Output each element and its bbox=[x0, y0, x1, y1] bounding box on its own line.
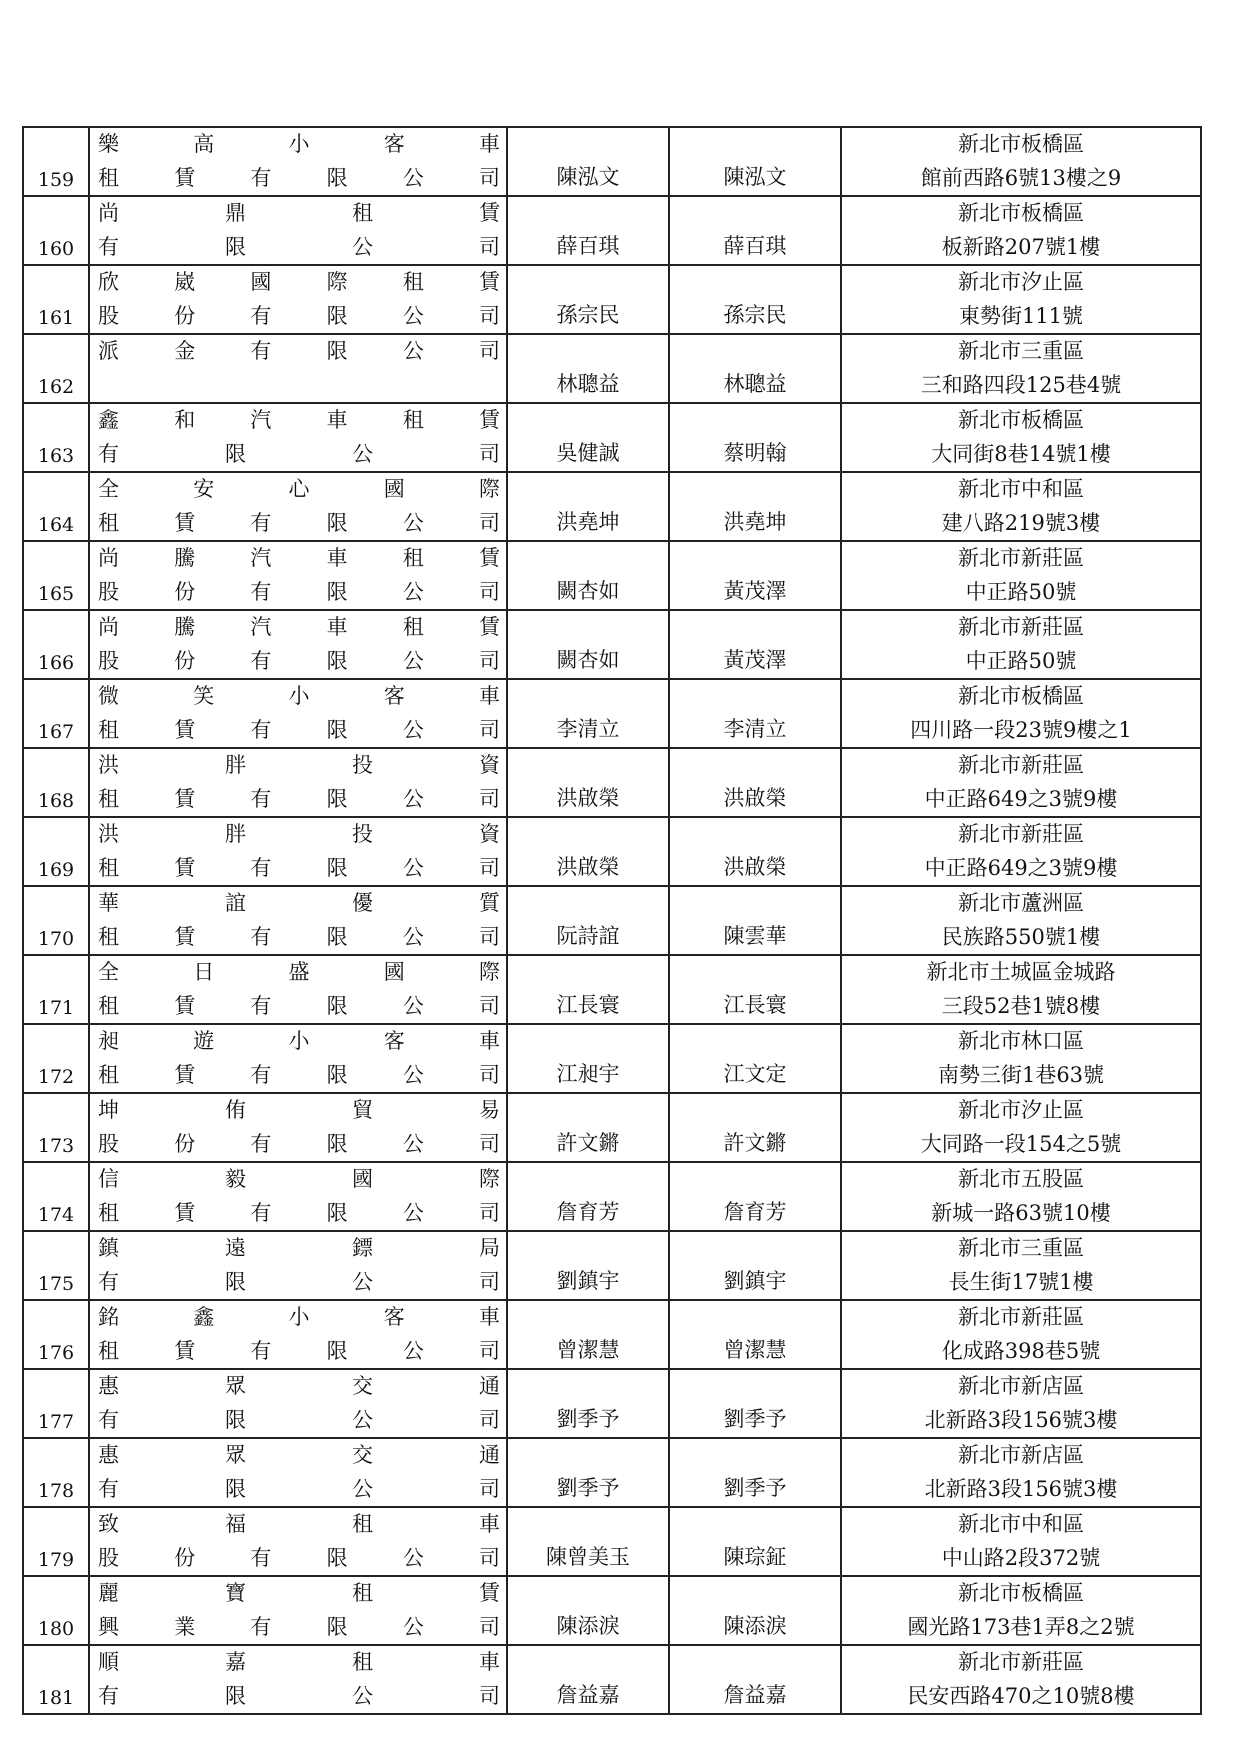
company-table-body bbox=[23, 127, 1201, 1714]
address-line1: 新北市汐止區 bbox=[958, 270, 1084, 294]
address-line2: 北新路3段156號3樓 bbox=[924, 1476, 1118, 1501]
company-name-name-line1: 鑫 和 汽 車 租 賃 bbox=[98, 408, 500, 432]
representative-cell: 詹益嘉 bbox=[507, 1645, 669, 1714]
company-name-cell bbox=[89, 196, 507, 265]
company-name-name-line2: 股 份 有 限 公 司 bbox=[98, 648, 500, 673]
address-line2: 國光路173巷1弄8之2號 bbox=[907, 1614, 1135, 1639]
address-cell bbox=[841, 334, 1201, 403]
address-line1: 新北市新莊區 bbox=[958, 753, 1084, 777]
manager-cell: 薛百琪 bbox=[669, 196, 841, 265]
address-line2: 中正路649之3號9樓 bbox=[924, 786, 1118, 811]
company-name-name-line1: 尚 鼎 租 賃 bbox=[98, 201, 500, 225]
address-line2: 板新路207號1樓 bbox=[941, 234, 1101, 259]
company-name-name-line1: 銘 鑫 小 客 車 bbox=[98, 1305, 500, 1329]
address-line1: 新北市新莊區 bbox=[958, 1650, 1084, 1674]
company-name-cell bbox=[89, 1024, 507, 1093]
company-name-name-line2: 租 賃 有 限 公 司 bbox=[98, 855, 500, 880]
table-row bbox=[23, 679, 1201, 748]
company-name-name-line1: 惠 眾 交 通 bbox=[98, 1374, 500, 1398]
row-number: 176 bbox=[23, 1300, 89, 1369]
address-cell bbox=[841, 1438, 1201, 1507]
manager-cell: 江文定 bbox=[669, 1024, 841, 1093]
company-name-name-line2: 股 份 有 限 公 司 bbox=[98, 1545, 500, 1570]
address-line1: 新北市板橋區 bbox=[958, 408, 1084, 432]
manager-cell: 黃茂澤 bbox=[669, 541, 841, 610]
address-line1: 新北市新莊區 bbox=[958, 822, 1084, 846]
manager-cell: 洪啟榮 bbox=[669, 817, 841, 886]
manager-cell: 李清立 bbox=[669, 679, 841, 748]
address-cell bbox=[841, 1507, 1201, 1576]
row-number: 166 bbox=[23, 610, 89, 679]
company-name-cell bbox=[89, 265, 507, 334]
address-cell bbox=[841, 817, 1201, 886]
manager-cell: 陳泓文 bbox=[669, 127, 841, 196]
row-number: 165 bbox=[23, 541, 89, 610]
company-table bbox=[22, 126, 1202, 1715]
address-line2: 化成路398巷5號 bbox=[941, 1338, 1101, 1363]
address-cell bbox=[841, 610, 1201, 679]
company-name-name-line1: 惠 眾 交 通 bbox=[98, 1443, 500, 1467]
address-line1: 新北市板橋區 bbox=[958, 1581, 1084, 1605]
address-line1: 新北市中和區 bbox=[958, 477, 1084, 501]
company-name-name-line1: 坤 侑 貿 易 bbox=[98, 1098, 500, 1122]
address-cell bbox=[841, 541, 1201, 610]
table-row bbox=[23, 541, 1201, 610]
address-line1: 新北市五股區 bbox=[958, 1167, 1084, 1191]
address-line2: 東勢街111號 bbox=[958, 303, 1084, 328]
address-cell bbox=[841, 1645, 1201, 1714]
address-line2: 三段52巷1號8樓 bbox=[941, 993, 1101, 1018]
table-row bbox=[23, 403, 1201, 472]
address-cell bbox=[841, 403, 1201, 472]
company-name-cell bbox=[89, 817, 507, 886]
company-name-name-line2: 有 限 公 司 bbox=[98, 1476, 500, 1501]
company-name-name-line2 bbox=[90, 369, 506, 403]
company-name-name-line2: 有 限 公 司 bbox=[98, 441, 500, 466]
company-name-name-line1: 派 金 有 限 公 司 bbox=[98, 339, 500, 363]
representative-cell: 孫宗民 bbox=[507, 265, 669, 334]
address-line2: 大同路一段154之5號 bbox=[920, 1131, 1122, 1156]
address-cell bbox=[841, 1300, 1201, 1369]
table-row bbox=[23, 748, 1201, 817]
company-name-cell bbox=[89, 1438, 507, 1507]
address-line1: 新北市土城區金城路 bbox=[926, 960, 1116, 984]
representative-cell: 陳泓文 bbox=[507, 127, 669, 196]
company-name-name-line1: 華 誼 優 質 bbox=[98, 891, 500, 915]
representative-cell: 劉鎮宇 bbox=[507, 1231, 669, 1300]
address-line2: 大同街8巷14號1樓 bbox=[931, 441, 1111, 466]
address-line1: 新北市新莊區 bbox=[958, 1305, 1084, 1329]
address-line2: 中山路2段372號 bbox=[941, 1545, 1101, 1570]
manager-cell: 陳琮鉦 bbox=[669, 1507, 841, 1576]
manager-cell: 陳添淚 bbox=[669, 1576, 841, 1645]
company-name-name-line2: 有 限 公 司 bbox=[98, 1269, 500, 1294]
company-name-cell bbox=[89, 1645, 507, 1714]
manager-cell: 林聰益 bbox=[669, 334, 841, 403]
row-number: 161 bbox=[23, 265, 89, 334]
table-row bbox=[23, 1576, 1201, 1645]
address-cell bbox=[841, 1093, 1201, 1162]
address-line2: 民安西路470之10號8樓 bbox=[907, 1683, 1135, 1708]
representative-cell: 陳曾美玉 bbox=[507, 1507, 669, 1576]
address-line2: 中正路649之3號9樓 bbox=[924, 855, 1118, 880]
table-row bbox=[23, 886, 1201, 955]
manager-cell: 劉季予 bbox=[669, 1369, 841, 1438]
table-row bbox=[23, 610, 1201, 679]
representative-cell: 江長寰 bbox=[507, 955, 669, 1024]
address-line1: 新北市板橋區 bbox=[958, 684, 1084, 708]
table-row bbox=[23, 1300, 1201, 1369]
representative-cell: 陳添淚 bbox=[507, 1576, 669, 1645]
row-number: 159 bbox=[23, 127, 89, 196]
company-name-name-line1: 洪 胖 投 資 bbox=[98, 753, 500, 777]
representative-cell: 李清立 bbox=[507, 679, 669, 748]
table-row bbox=[23, 127, 1201, 196]
address-line2: 四川路一段23號9樓之1 bbox=[910, 717, 1132, 742]
representative-cell: 洪啟榮 bbox=[507, 748, 669, 817]
company-name-cell bbox=[89, 1507, 507, 1576]
table-row bbox=[23, 1162, 1201, 1231]
company-name-name-line1: 全 安 心 國 際 bbox=[98, 477, 500, 501]
representative-cell: 闕杏如 bbox=[507, 541, 669, 610]
manager-cell: 洪啟榮 bbox=[669, 748, 841, 817]
address-cell bbox=[841, 265, 1201, 334]
table-row bbox=[23, 1369, 1201, 1438]
row-number: 181 bbox=[23, 1645, 89, 1714]
address-cell bbox=[841, 127, 1201, 196]
company-name-cell bbox=[89, 1576, 507, 1645]
address-line2: 建八路219號3樓 bbox=[941, 510, 1101, 535]
table-row bbox=[23, 334, 1201, 403]
address-line2: 三和路四段125巷4號 bbox=[920, 372, 1122, 397]
company-name-name-line1: 欣 崴 國 際 租 賃 bbox=[98, 270, 500, 294]
manager-cell: 詹育芳 bbox=[669, 1162, 841, 1231]
table-row bbox=[23, 1024, 1201, 1093]
company-name-cell bbox=[89, 1300, 507, 1369]
row-number: 178 bbox=[23, 1438, 89, 1507]
company-name-name-line2: 租 賃 有 限 公 司 bbox=[98, 786, 500, 811]
company-name-cell bbox=[89, 748, 507, 817]
company-name-name-line2: 租 賃 有 限 公 司 bbox=[98, 165, 500, 190]
manager-cell: 黃茂澤 bbox=[669, 610, 841, 679]
representative-cell: 許文鏘 bbox=[507, 1093, 669, 1162]
representative-cell: 劉季予 bbox=[507, 1438, 669, 1507]
address-line2: 新城一路63號10樓 bbox=[931, 1200, 1111, 1225]
company-name-name-line2: 租 賃 有 限 公 司 bbox=[98, 1200, 500, 1225]
company-name-name-line1: 樂 高 小 客 車 bbox=[98, 132, 500, 156]
address-line1: 新北市三重區 bbox=[958, 1236, 1084, 1260]
address-line1: 新北市三重區 bbox=[958, 339, 1084, 363]
company-name-name-line2: 股 份 有 限 公 司 bbox=[98, 1131, 500, 1156]
company-name-name-line1: 尚 騰 汽 車 租 賃 bbox=[98, 615, 500, 639]
manager-cell: 曾潔慧 bbox=[669, 1300, 841, 1369]
row-number: 179 bbox=[23, 1507, 89, 1576]
address-cell bbox=[841, 679, 1201, 748]
address-cell bbox=[841, 472, 1201, 541]
row-number: 170 bbox=[23, 886, 89, 955]
company-name-cell bbox=[89, 1093, 507, 1162]
company-name-cell bbox=[89, 1162, 507, 1231]
company-name-name-line2: 股 份 有 限 公 司 bbox=[98, 579, 500, 604]
company-name-cell bbox=[89, 1369, 507, 1438]
manager-cell: 蔡明翰 bbox=[669, 403, 841, 472]
company-name-cell bbox=[89, 127, 507, 196]
company-name-name-line2: 有 限 公 司 bbox=[98, 1683, 500, 1708]
company-name-name-line2: 租 賃 有 限 公 司 bbox=[98, 510, 500, 535]
manager-cell: 江長寰 bbox=[669, 955, 841, 1024]
company-name-name-line1: 尚 騰 汽 車 租 賃 bbox=[98, 546, 500, 570]
table-row bbox=[23, 1438, 1201, 1507]
representative-cell: 薛百琪 bbox=[507, 196, 669, 265]
company-name-name-line2: 租 賃 有 限 公 司 bbox=[98, 1338, 500, 1363]
representative-cell: 詹育芳 bbox=[507, 1162, 669, 1231]
address-line2: 中正路50號 bbox=[965, 648, 1077, 673]
address-cell bbox=[841, 196, 1201, 265]
address-cell bbox=[841, 1024, 1201, 1093]
address-line2: 北新路3段156號3樓 bbox=[924, 1407, 1118, 1432]
row-number: 168 bbox=[23, 748, 89, 817]
row-number: 174 bbox=[23, 1162, 89, 1231]
table-row bbox=[23, 817, 1201, 886]
table-row bbox=[23, 472, 1201, 541]
company-name-cell bbox=[89, 334, 507, 403]
address-line2: 民族路550號1樓 bbox=[941, 924, 1101, 949]
company-name-name-line2: 有 限 公 司 bbox=[98, 234, 500, 259]
address-line1: 新北市板橋區 bbox=[958, 201, 1084, 225]
address-line2: 南勢三街1巷63號 bbox=[937, 1062, 1105, 1087]
company-name-name-line2: 租 賃 有 限 公 司 bbox=[98, 717, 500, 742]
address-line1: 新北市新莊區 bbox=[958, 615, 1084, 639]
representative-cell: 江昶宇 bbox=[507, 1024, 669, 1093]
address-line1: 新北市新店區 bbox=[958, 1374, 1084, 1398]
row-number: 169 bbox=[23, 817, 89, 886]
address-cell bbox=[841, 1369, 1201, 1438]
manager-cell: 洪堯坤 bbox=[669, 472, 841, 541]
table-row bbox=[23, 1507, 1201, 1576]
row-number: 160 bbox=[23, 196, 89, 265]
representative-cell: 林聰益 bbox=[507, 334, 669, 403]
representative-cell: 洪啟榮 bbox=[507, 817, 669, 886]
company-name-name-line2: 興 業 有 限 公 司 bbox=[98, 1614, 500, 1639]
row-number: 172 bbox=[23, 1024, 89, 1093]
table-row bbox=[23, 955, 1201, 1024]
company-name-name-line2: 租 賃 有 限 公 司 bbox=[98, 1062, 500, 1087]
company-name-name-line1: 全 日 盛 國 際 bbox=[98, 960, 500, 984]
company-name-name-line2: 有 限 公 司 bbox=[98, 1407, 500, 1432]
address-line2: 中正路50號 bbox=[965, 579, 1077, 604]
row-number: 173 bbox=[23, 1093, 89, 1162]
table-row bbox=[23, 1093, 1201, 1162]
company-name-name-line1: 致 福 租 車 bbox=[98, 1512, 500, 1536]
manager-cell: 劉鎮宇 bbox=[669, 1231, 841, 1300]
representative-cell: 阮詩誼 bbox=[507, 886, 669, 955]
representative-cell: 曾潔慧 bbox=[507, 1300, 669, 1369]
row-number: 164 bbox=[23, 472, 89, 541]
company-name-name-line1: 昶 遊 小 客 車 bbox=[98, 1029, 500, 1053]
table-row bbox=[23, 1645, 1201, 1714]
table-row bbox=[23, 196, 1201, 265]
address-cell bbox=[841, 748, 1201, 817]
manager-cell: 劉季予 bbox=[669, 1438, 841, 1507]
address-line1: 新北市汐止區 bbox=[958, 1098, 1084, 1122]
row-number: 177 bbox=[23, 1369, 89, 1438]
company-name-name-line1: 信 毅 國 際 bbox=[98, 1167, 500, 1191]
manager-cell: 詹益嘉 bbox=[669, 1645, 841, 1714]
address-cell bbox=[841, 886, 1201, 955]
address-line1: 新北市林口區 bbox=[958, 1029, 1084, 1053]
address-cell bbox=[841, 1162, 1201, 1231]
address-cell bbox=[841, 1576, 1201, 1645]
address-line1: 新北市中和區 bbox=[958, 1512, 1084, 1536]
company-name-cell bbox=[89, 610, 507, 679]
address-line2: 長生街17號1樓 bbox=[948, 1269, 1094, 1294]
address-line1: 新北市蘆洲區 bbox=[958, 891, 1084, 915]
company-name-name-line2: 股 份 有 限 公 司 bbox=[98, 303, 500, 328]
table-row bbox=[23, 1231, 1201, 1300]
company-name-name-line1: 鎮 遠 鏢 局 bbox=[98, 1236, 500, 1260]
company-name-cell bbox=[89, 541, 507, 610]
row-number: 180 bbox=[23, 1576, 89, 1645]
company-name-name-line1: 洪 胖 投 資 bbox=[98, 822, 500, 846]
company-name-cell bbox=[89, 472, 507, 541]
company-name-name-line1: 微 笑 小 客 車 bbox=[98, 684, 500, 708]
company-name-name-line2: 租 賃 有 限 公 司 bbox=[98, 993, 500, 1018]
address-line1: 新北市板橋區 bbox=[958, 132, 1084, 156]
company-name-name-line1: 順 嘉 租 車 bbox=[98, 1650, 500, 1674]
company-name-name-line1: 麗 寶 租 賃 bbox=[98, 1581, 500, 1605]
company-name-cell bbox=[89, 1231, 507, 1300]
company-name-cell bbox=[89, 886, 507, 955]
company-name-name-line2: 租 賃 有 限 公 司 bbox=[98, 924, 500, 949]
address-line2: 館前西路6號13樓之9 bbox=[920, 165, 1122, 190]
row-number: 163 bbox=[23, 403, 89, 472]
address-line1: 新北市新店區 bbox=[958, 1443, 1084, 1467]
row-number: 171 bbox=[23, 955, 89, 1024]
company-name-cell bbox=[89, 403, 507, 472]
address-cell bbox=[841, 955, 1201, 1024]
company-name-cell bbox=[89, 679, 507, 748]
row-number: 167 bbox=[23, 679, 89, 748]
row-number: 162 bbox=[23, 334, 89, 403]
address-line1: 新北市新莊區 bbox=[958, 546, 1084, 570]
address-cell bbox=[841, 1231, 1201, 1300]
representative-cell: 吳健誠 bbox=[507, 403, 669, 472]
representative-cell: 洪堯坤 bbox=[507, 472, 669, 541]
representative-cell: 闕杏如 bbox=[507, 610, 669, 679]
table-row bbox=[23, 265, 1201, 334]
representative-cell: 劉季予 bbox=[507, 1369, 669, 1438]
company-name-cell bbox=[89, 955, 507, 1024]
manager-cell: 許文鏘 bbox=[669, 1093, 841, 1162]
row-number: 175 bbox=[23, 1231, 89, 1300]
manager-cell: 孫宗民 bbox=[669, 265, 841, 334]
manager-cell: 陳雲華 bbox=[669, 886, 841, 955]
